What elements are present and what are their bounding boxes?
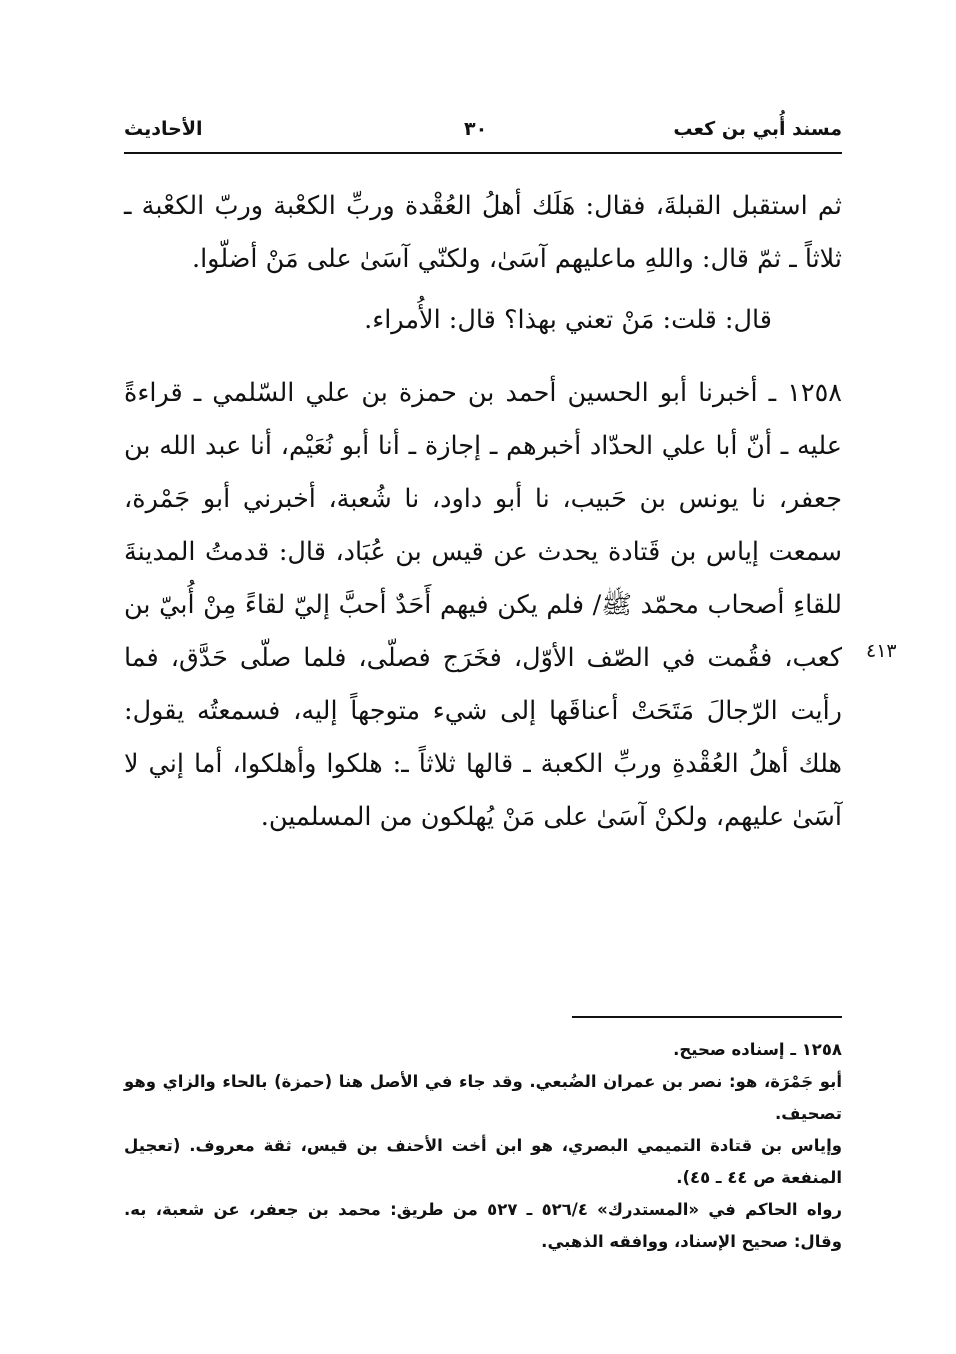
margin-page-reference: ٤١٣ [866, 640, 897, 662]
paragraph-continuation: ثم استقبل القبلةَ، فقال: هَلَك أهلُ العُقْدة وربِّ الكعْبة وربّ الكعْبة ـ ثلاثاً ـ ثمّ قال: واللهِ ماعليهم آسَىٰ، ولكنّي آسَىٰ على مَنْ أضلّوا. [124, 191, 842, 274]
section-title: الأحاديث [124, 118, 203, 140]
page-number: ٣٠ [464, 118, 488, 140]
main-text [124, 180, 842, 844]
header-rule [124, 152, 842, 154]
footnote-1: ١٢٥٨ ـ إسناده صحيح. [673, 1040, 842, 1059]
footnote-4: رواه الحاكم في «المستدرك» ٥٢٦/٤ ـ ٥٢٧ من طريق: محمد بن جعفر، عن شعبة، به. وقال: صحيح الإسناد، ووافقه الذهبي. [124, 1200, 842, 1251]
footnotes [124, 1034, 842, 1258]
paragraph-question: قال: قلت: مَنْ تعني بهذا؟ قال: الأُمراء. [364, 305, 772, 335]
footnote-rule [572, 1016, 842, 1018]
footnote-2: أبو جَمْرَة، هو: نصر بن عمران الضُبعي. وقد جاء في الأصل هنا (حمزة) بالحاء والزاي وهو تصحيف. [124, 1072, 842, 1123]
book-title: مسند أُبي بن كعب [673, 118, 842, 140]
footnote-3: وإياس بن قتادة التميمي البصري، هو ابن أخت الأحنف بن قيس، ثقة معروف. (تعجيل المنفعة ص ٤٤ ـ ٤٥). [124, 1136, 842, 1187]
hadith-1258: ١٢٥٨ ـ أخبرنا أبو الحسين أحمد بن حمزة بن علي السّلمي ـ قراءةً عليه ـ أنّ أبا علي الحدّاد أخبرهم ـ إجازة ـ أنا أبو نُعَيْم، أنا عبد الله بن جعفر، نا يونس بن حَبيب، نا أبو داود، نا شُعبة، أخبرني أبو جَمْرة، سمعت إياس بن قَتادة يحدث عن قيس بن عُبَاد، قال: قدمتُ المدينةَ للقاءِ أصحاب محمّد ﷺ/ فلم يكن فيهم أَحَدٌ أحبَّ إليّ لقاءً مِنْ أُبيّ بن كعب، فقُمت في الصّف الأوّل، فخَرَج فصلّى، فلما صلّى حَدَّق، فما رأيت الرّجالَ مَتَحَتْ أعناقَها إلى شيء متوجهاً إليه، فسمعتُه يقول: هلك أهلُ العُقْدةِ وربِّ الكعبة ـ قالها ثلاثاً ـ: هلكوا وأهلكوا، أما إني لا آسَىٰ عليهم، ولكنْ آسَىٰ على مَنْ يُهلكون من المسلمين. [124, 378, 842, 832]
running-header [124, 118, 842, 154]
